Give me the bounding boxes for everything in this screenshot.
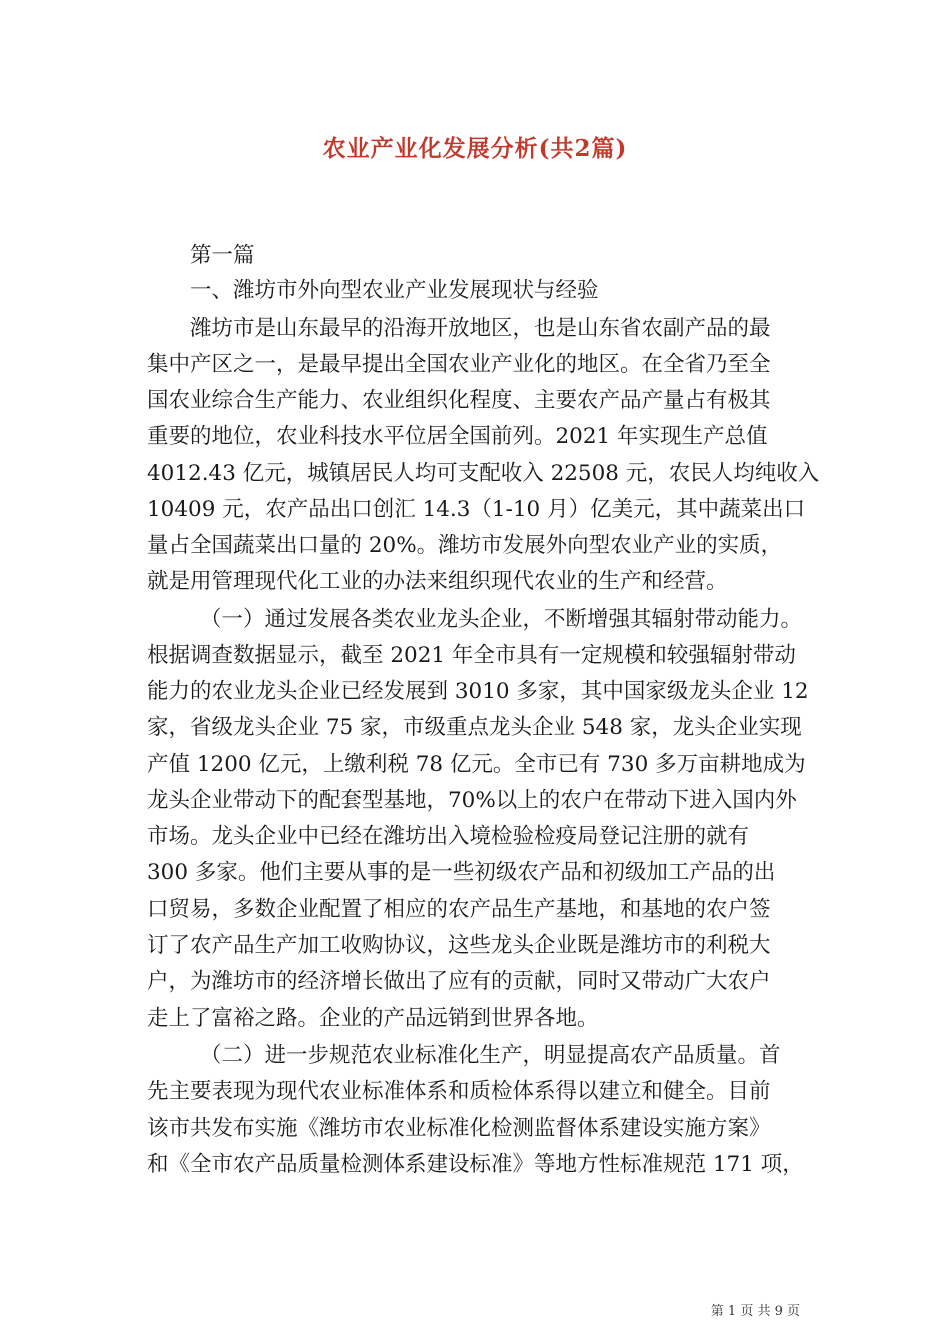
paragraph-line: 先主要表现为现代农业标准体系和质检体系得以建立和健全。目前 xyxy=(147,1079,771,1104)
paragraph-line: 能力的农业龙头企业已经发展到 3010 多家，其中国家级龙头企业 12 xyxy=(147,679,809,704)
paragraph-line: 国农业综合生产能力、农业组织化程度、主要农产品产量占有极其 xyxy=(147,388,771,413)
paragraph-line: 集中产区之一，是最早提出全国农业产业化的地区。在全省乃至全 xyxy=(147,352,771,377)
paragraph-line: 市场。龙头企业中已经在潍坊出入境检验检疫局登记注册的就有 xyxy=(147,824,750,849)
subsection-heading: 一、潍坊市外向型农业产业发展现状与经验 xyxy=(190,278,599,303)
paragraph-line: 龙头企业带动下的配套型基地，70%以上的农户在带动下进入国内外 xyxy=(147,788,797,813)
paragraph-line: 根据调查数据显示，截至 2021 年全市具有一定规模和较强辐射带动 xyxy=(147,643,796,668)
paragraph-line: 家，省级龙头企业 75 家，市级重点龙头企业 548 家，龙头企业实现 xyxy=(147,715,802,740)
paragraph-line: 口贸易，多数企业配置了相应的农产品生产基地，和基地的农户签 xyxy=(147,897,771,922)
page-number-footer: 第 1 页 共 9 页 xyxy=(710,1304,800,1319)
paragraph-line: 就是用管理现代化工业的办法来组织现代农业的生产和经营。 xyxy=(147,569,728,594)
paragraph-line: 重要的地位，农业科技水平位居全国前列。2021 年实现生产总值 xyxy=(147,424,768,449)
paragraph-line: （二）进一步规范农业标准化生产，明显提高农产品质量。首 xyxy=(200,1043,781,1068)
paragraph-line: 订了农产品生产加工收购协议，这些龙头企业既是潍坊市的利税大 xyxy=(147,933,771,958)
paragraph-line: 户，为潍坊市的经济增长做出了应有的贡献，同时又带动广大农户 xyxy=(147,969,771,994)
paragraph-line: 产值 1200 亿元，上缴利税 78 亿元。全市已有 730 多万亩耕地成为 xyxy=(147,752,806,777)
paragraph-line: 走上了富裕之路。企业的产品远销到世界各地。 xyxy=(147,1006,599,1031)
paragraph-line: 和《全市农产品质量检测体系建设标准》等地方性标准规范 171 项， xyxy=(147,1152,804,1177)
section-heading: 第一篇 xyxy=(190,243,255,268)
paragraph-line: 300 多家。他们主要从事的是一些初级农产品和初级加工产品的出 xyxy=(147,860,776,885)
paragraph-line: 10409 元，农产品出口创汇 14.3（1-10 月）亿美元，其中蔬菜出口 xyxy=(147,497,806,522)
paragraph-line: 4012.43 亿元，城镇居民人均可支配收入 22508 元，农民人均纯收入 xyxy=(147,461,820,486)
document-title: 农业产业化发展分析(共2篇) xyxy=(322,135,628,162)
paragraph-line: 该市共发布实施《潍坊市农业标准化检测监督体系建设实施方案》 xyxy=(147,1116,771,1141)
paragraph-line: （一）通过发展各类农业龙头企业，不断增强其辐射带动能力。 xyxy=(200,607,803,632)
paragraph-line: 量占全国蔬菜出口量的 20%。潍坊市发展外向型农业产业的实质， xyxy=(147,533,783,558)
paragraph-line: 潍坊市是山东最早的沿海开放地区，也是山东省农副产品的最 xyxy=(190,316,771,341)
